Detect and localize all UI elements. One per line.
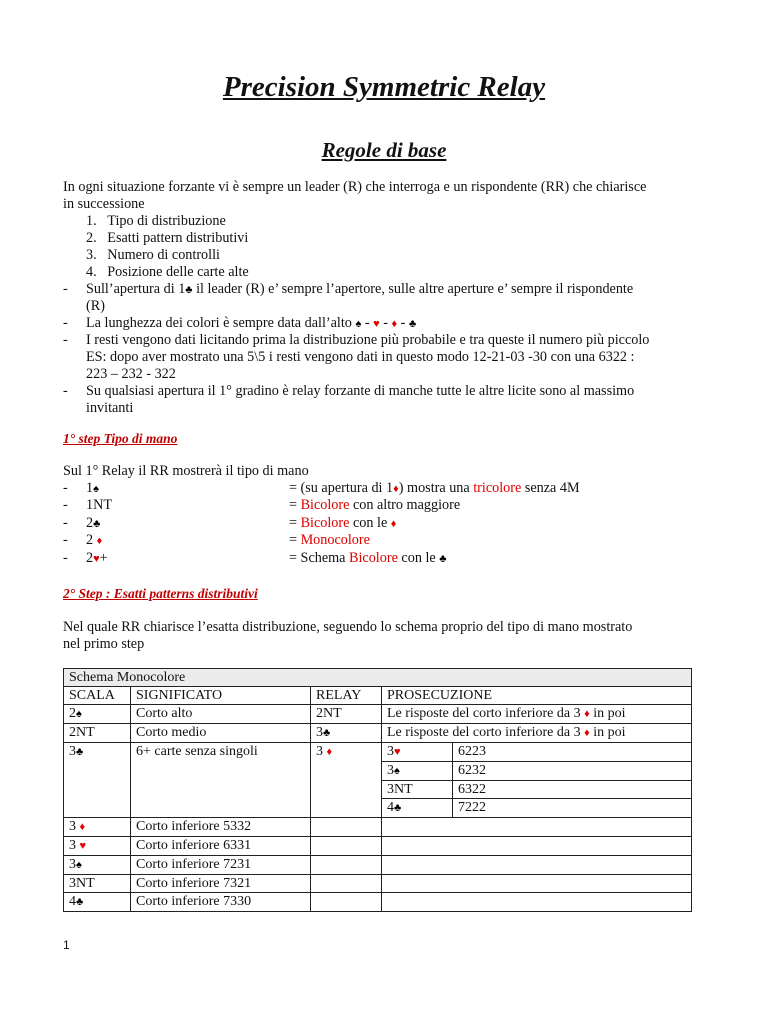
step1-bid: 1♠ — [86, 480, 99, 496]
bullet-item: Sull’apertura di 1♣ il leader (R) e’ sempre l’apertore, sulle altre aperture e’ sempre il rispondente — [86, 281, 634, 297]
diamond-icon: ♦ — [390, 518, 397, 530]
step1-desc: = Schema Bicolore con le ♣ — [289, 550, 447, 566]
subtable-row: 3NT 6322 — [382, 781, 691, 799]
diamond-icon: ♦ — [584, 727, 590, 739]
col-header-scala: SCALA — [64, 687, 131, 705]
col-header-relay: RELAY — [311, 687, 382, 705]
step2-line-1: Nel quale RR chiarisce l’esatta distribuzione, seguendo lo schema proprio del tipo di mano mostrato — [63, 619, 633, 635]
section-title: Regole di base — [321, 138, 447, 162]
diamond-icon: ♦ — [584, 708, 590, 720]
bullet-item-cont: (R) — [86, 298, 105, 314]
step1-desc: = Bicolore con le ♦ — [289, 515, 397, 531]
numbered-item: 1. Tipo di distribuzione — [86, 213, 226, 229]
bullet-item: I resti vengono dati licitando prima la distribuzione più probabile e tra queste il numero più piccolo — [86, 332, 650, 348]
bullet-item-cont: ES: dopo aver mostrato una 5\5 i resti vengono dati in questo modo 12-21-03 -30 con una 6322 : — [86, 349, 635, 365]
table-caption: Schema Monocolore — [64, 669, 692, 687]
table-row: 2NT Corto medio 3♣ Le risposte del corto inferiore da 3 ♦ in poi — [64, 724, 692, 743]
club-icon: ♣ — [76, 746, 84, 758]
bullet-item-cont: invitanti — [86, 400, 134, 416]
step1-intro: Sul 1° Relay il RR mostrerà il tipo di mano — [63, 463, 309, 479]
club-icon: ♣ — [439, 553, 447, 565]
heart-icon: ♥ — [79, 840, 87, 852]
bullet-dash: - — [63, 315, 68, 331]
table-row: 3 ♦ Corto inferiore 5332 — [64, 818, 692, 837]
intro-line-2: in successione — [63, 196, 145, 212]
bullet-dash: - — [63, 281, 68, 297]
step1-bid: 2 ♦ — [86, 532, 103, 548]
bullet-dash: - — [63, 515, 68, 531]
bullet-item-cont: 223 – 232 - 322 — [86, 366, 176, 382]
schema-table — [63, 668, 692, 912]
diamond-icon: ♦ — [326, 746, 333, 758]
numbered-item: 4. Posizione delle carte alte — [86, 264, 249, 280]
spade-icon: ♠ — [394, 765, 400, 777]
heart-icon: ♥ — [394, 746, 401, 758]
diamond-icon: ♦ — [96, 535, 103, 547]
bullet-dash: - — [63, 383, 68, 399]
subtable-row: 4♣ 7222 — [382, 799, 691, 818]
subtable — [382, 743, 691, 817]
document-title: Precision Symmetric Relay — [222, 71, 546, 103]
bullet-item: Su qualsiasi apertura il 1° gradino è relay forzante di manche tutte le altre licite sono al massimo — [86, 383, 635, 399]
step1-desc: = Monocolore — [289, 532, 370, 548]
diamond-icon: ♦ — [393, 483, 399, 495]
intro-line-1: In ogni situazione forzante vi è sempre un leader (R) che interroga e un rispondente (RR) che chiarisce — [63, 179, 647, 195]
club-icon: ♣ — [323, 727, 331, 739]
bullet-dash: - — [63, 480, 68, 496]
spade-icon: ♠ — [93, 483, 99, 495]
club-icon: ♣ — [394, 802, 402, 814]
table-row: 3 ♥ Corto inferiore 6331 — [64, 837, 692, 856]
page-number: 1 — [63, 938, 70, 952]
club-icon: ♣ — [185, 284, 193, 296]
table-row: 4♣ Corto inferiore 7330 — [64, 893, 692, 912]
diamond-icon: ♦ — [391, 318, 398, 330]
step2-line-2: nel primo step — [63, 636, 145, 652]
bullet-dash: - — [63, 550, 68, 566]
step1-bid: 2♥+ — [86, 550, 108, 566]
table-row: 3NT Corto inferiore 7321 — [64, 875, 692, 893]
step1-desc: = Bicolore con altro maggiore — [289, 497, 461, 513]
heart-icon: ♥ — [373, 318, 380, 330]
club-icon: ♣ — [76, 896, 84, 908]
spade-icon: ♠ — [76, 708, 82, 720]
bullet-dash: - — [63, 532, 68, 548]
numbered-item: 2. Esatti pattern distributivi — [86, 230, 249, 246]
col-header-prosecuzione: PROSECUZIONE — [382, 687, 692, 705]
subtable-row: 3♥ 6223 — [382, 743, 691, 762]
subtable-row: 3♠ 6232 — [382, 762, 691, 781]
club-icon: ♣ — [408, 318, 417, 330]
step1-desc: = (su apertura di 1♦) mostra una tricolore senza 4M — [289, 480, 580, 496]
step2-heading: 2° Step : Esatti patterns distributivi — [63, 586, 258, 601]
table-row: 2♠ Corto alto 2NT Le risposte del corto inferiore da 3 ♦ in poi — [64, 705, 692, 724]
bullet-dash: - — [63, 332, 68, 348]
spade-icon: ♠ — [76, 859, 82, 871]
numbered-item: 3. Numero di controlli — [86, 247, 220, 263]
bullet-dash: - — [63, 497, 68, 513]
col-header-significato: SIGNIFICATO — [131, 687, 311, 705]
bullet-item: La lunghezza dei colori è sempre data dall’alto ♠ - ♥ - ♦ - ♣ — [86, 315, 417, 331]
heart-icon: ♥ — [93, 553, 100, 565]
diamond-icon: ♦ — [79, 821, 86, 833]
step1-bid: 1NT — [86, 497, 113, 513]
table-row: 3♠ Corto inferiore 7231 — [64, 856, 692, 875]
club-icon: ♣ — [93, 518, 101, 530]
step1-bid: 2♣ — [86, 515, 101, 531]
table-row: 3♣ 6+ carte senza singoli 3 ♦ 3♥ 6223 3♠ 6232 3NT 6322 4♣ 7222 — [64, 743, 692, 818]
spade-icon: ♠ — [355, 318, 362, 330]
step1-heading: 1° step Tipo di mano — [63, 431, 178, 446]
